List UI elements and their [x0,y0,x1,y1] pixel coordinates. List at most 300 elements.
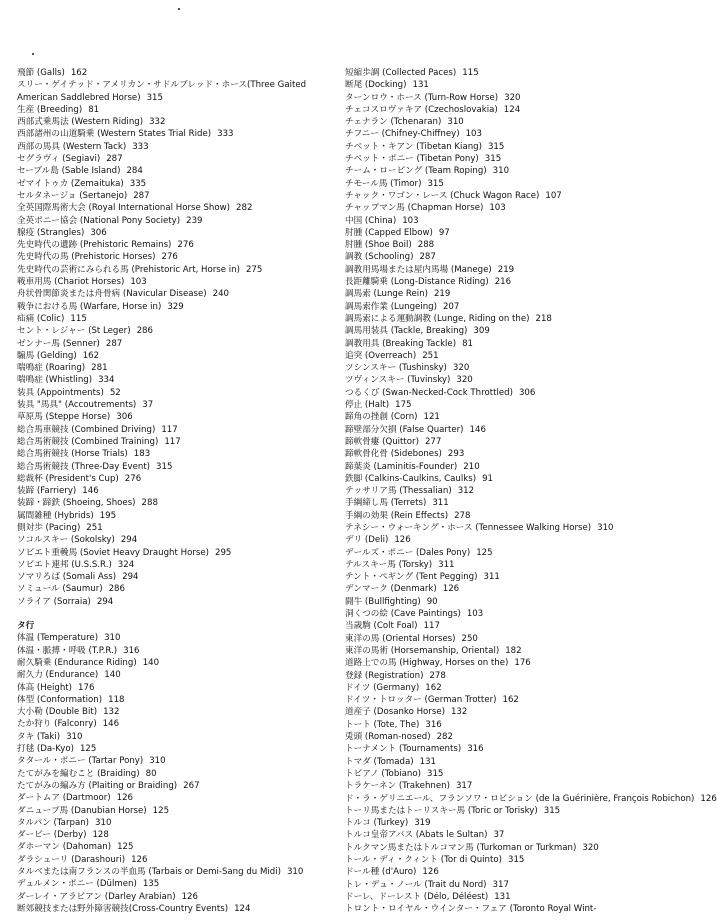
page-number: 124 [503,104,521,115]
page-number: 310 [149,756,166,767]
index-term: ドイツ (Germany) [345,682,420,693]
index-entry [345,92,695,104]
page-number: 309 [473,326,490,337]
index-term: 側対歩 (Pacing) [17,522,81,533]
index-entry [17,473,347,485]
index-entry [345,387,695,399]
page-number: 175 [395,400,412,411]
index-entry [17,657,347,669]
index-term: 短縮歩調 (Collected Paces) [345,68,457,78]
page-number: 103 [465,129,482,140]
index-term: 長距離騎乗 (Long-Distance Riding) [345,277,489,288]
index-entry [17,190,347,202]
page-number: 281 [91,363,108,374]
index-term: 調教用具 (Breaking Tackle) [345,338,457,349]
index-term: ソマリろば (Somali Ass) [17,572,117,583]
index-entry [345,756,695,768]
index-term: 飛節 (Galls) [17,68,65,78]
index-term: 先史時代の遺跡 (Prehistoric Remains) [17,240,172,251]
index-term: 草原馬 (Steppe Horse) [17,412,111,423]
page-number: 125 [152,805,170,816]
index-entry [345,670,695,682]
index-term: ダービー (Derby) [17,830,87,841]
index-term: ソビエト連邦 (U.S.S.R.) [17,559,112,570]
page-number: 287 [105,338,123,349]
page-number: 210 [463,461,480,472]
page-number: 140 [142,657,160,668]
page-number: 277 [424,436,442,447]
index-term: 調馬索 (Lunge Rein) [345,289,428,300]
page-number: 162 [502,695,519,706]
page-number: 332 [149,117,166,128]
index-entry [17,387,347,399]
index-term: つるくび (Swan-Necked-Cock Throttled) [345,387,513,398]
index-term: トロント・ロイヤル・ウインター・フェア (Toronto Royal Wint- [345,904,597,915]
page-number: 310 [104,633,121,644]
page-number: 125 [476,547,493,558]
index-term: 体温・脈搏・呼吸 (T.P.R.) [17,645,118,656]
index-entry [345,374,695,386]
index-entry [345,313,695,325]
index-entry [17,583,347,595]
page-number: 195 [99,510,117,521]
index-term: 追突 (Overreach) [345,350,417,361]
page-number: 131 [494,891,511,902]
page-number: 126 [700,793,717,804]
index-entry [345,547,695,559]
index-entry [345,731,695,743]
index-term: 舟状骨関節炎または舟骨病 (Navicular Disease) [17,289,207,300]
index-term: たか狩り (Falconry) [17,719,97,730]
index-term: タルパン (Tarpan) [17,817,90,828]
index-entry [345,473,695,485]
page-number: 240 [212,289,230,300]
index-term: 蹄軟骨化骨 (Sidebones) [345,449,442,460]
index-term: ツシンスキー (Tushinsky) [345,363,447,374]
page-number: 146 [469,424,486,435]
index-entry [345,879,695,891]
index-entry [17,362,347,374]
index-entry [345,239,695,251]
page-number: 103 [402,215,419,226]
index-entry [17,399,347,411]
index-term: チェコスロヴァキア (Czechoslovakia) [345,104,498,115]
page-number: 125 [79,744,97,755]
index-term: 調教 (Schooling) [345,252,414,263]
index-term: テネシー・ウォーキング・ホース (Tennessee Walking Horse) [345,522,592,533]
index-term: ソライア (Sorraia) [17,596,91,607]
index-term: たてがみの編み方 (Plaiting or Braiding) [17,780,178,791]
index-entry [345,251,695,263]
index-entry [345,743,695,755]
index-entry [345,596,695,608]
index-term: 疝痛 (Colic) [17,313,65,324]
page-number: 315 [426,768,444,779]
index-entry [17,731,347,743]
index-entry [17,141,347,153]
page-number: 219 [433,289,451,300]
index-term: 生産 (Breeding) [17,104,83,115]
index-entry [345,448,695,460]
index-term: ドール種 (d'Auro) [345,867,417,878]
index-term: トーリ馬またはトーリスキー馬 (Toric or Torisky) [345,805,538,816]
index-entry [345,497,695,509]
index-term: 装蹄・蹄鉄 (Shoeing, Shoes) [17,498,136,509]
index-entry [345,399,695,411]
index-term: 耐久力 (Endurance) [17,670,99,681]
page-number: 117 [423,621,440,632]
page-number: 311 [438,559,455,570]
index-entry [345,227,695,239]
index-entry [345,891,695,903]
page-number: 317 [455,781,473,792]
page-number: 239 [186,215,203,226]
page-number: 267 [183,780,200,791]
index-term: 断郊競技または野外障害競技(Cross-Country Events) [17,903,229,914]
page-number: 306 [518,387,536,398]
page-number: 124 [234,903,251,914]
page-number: 218 [535,313,552,324]
page-number: 310 [286,867,304,877]
page-number: 91 [482,473,494,484]
index-term: 全英ポニー協会 (National Pony Society) [17,215,181,226]
index-term: テッサリア馬 (Thessalian) [345,486,452,497]
page-number: 276 [124,473,142,484]
index-entry [345,424,695,436]
index-term: 調馬用装具 (Tackle, Breaking) [345,326,468,337]
index-term: トビアノ (Tobiano) [345,768,421,779]
index-entry [17,559,347,571]
index-term: 先史時代の芸術にみられる馬 (Prehistoric Art, Horse in) [17,264,240,275]
index-entry [345,350,695,362]
index-term: チャック・ワゴン・レース (Chuck Wagon Race) [345,190,540,201]
page-number: 126 [181,891,198,902]
index-term: 東洋の馬 (Oriental Horses) [345,633,456,644]
page-number: 251 [422,350,439,361]
index-entry [17,239,347,251]
index-entry [17,411,347,423]
page-number: 335 [129,178,147,189]
page-number: 90 [426,596,438,607]
page-number: 310 [492,166,510,177]
index-term: タタール・ポニー (Tartar Pony) [17,756,144,767]
index-term: 属間雑種 (Hybrids) [17,510,94,521]
page-number: 207 [442,301,460,312]
index-entry [17,313,347,325]
index-term: 耐久騎乗 (Endurance Riding) [17,657,137,668]
page-number: 126 [422,867,439,878]
index-term: 騸馬 (Gelding) [17,350,77,361]
page-speck [32,53,34,55]
index-entry [17,805,347,817]
page-number: 118 [108,694,125,705]
index-entry [345,202,695,214]
index-entry [345,657,695,669]
page-number: 183 [133,449,151,460]
page-number: 286 [136,326,153,337]
index-term: テルスキー馬 (Torsky) [345,559,433,570]
index-entry [345,276,695,288]
index-term: 調教用馬場または屋内馬場 (Manege) [345,264,492,275]
index-entry [345,79,695,91]
index-entry [345,190,695,202]
page-number: 324 [117,559,135,570]
index-term: ドーレ、ドーレスト (Délo, Déléest) [345,891,489,902]
index-term: ド・ラ・ゲリニエール、フランソワ・ロビション (de la Guérinière, François Robichon) [345,793,695,804]
index-entry [17,718,347,730]
index-term: 総合馬術競技 (Horse Trials) [17,449,128,460]
page-number: 117 [164,436,181,447]
index-entry [17,202,347,214]
index-term: ドイツ・トロッター (German Trotter) [345,695,497,706]
page-number: 295 [214,547,232,558]
index-term: 兎頭 (Roman-nosed) [345,732,431,743]
index-term: チベット・ポニー (Tibetan Pony) [345,154,479,165]
page-number: 162 [70,68,88,78]
page-number: 316 [425,719,442,730]
page-number: 146 [82,486,99,497]
index-entry [345,719,695,731]
index-term: ダホーマン (Dahoman) [17,842,112,853]
index-entry [345,694,695,706]
page-number: 310 [66,731,83,742]
page-number: 333 [217,129,234,140]
page-number: 315 [487,141,505,152]
page-number: 146 [102,719,120,730]
page-number: 128 [92,830,109,841]
index-term: ダラシューリ (Darashouri) [17,854,126,865]
page-number: 80 [145,768,157,779]
index-term: セント・レジャー (St Leger) [17,326,131,337]
index-term: 打毬 (Da-Kyo) [17,744,74,755]
index-term: 蹄角の挫創 (Corn) [345,412,418,423]
page-number: 294 [122,572,139,583]
index-term: 体高 (Height) [17,682,73,693]
page-number: 97 [438,227,450,238]
page-number: 125 [117,842,134,853]
page-number: 320 [504,92,521,103]
index-term: 蹄軟骨瘻 (Quittor) [345,436,419,447]
index-entry [345,165,695,177]
index-term: デンマーク (Denmark) [345,584,437,595]
index-term: ゼンナー馬 (Senner) [17,338,100,349]
page-number: 294 [120,535,138,546]
index-entry [17,706,347,718]
index-term: 戦争における馬 (Warfare, Horse in) [17,301,162,312]
index-entry [17,374,347,386]
index-term: セーブル島 (Sable Island) [17,166,121,177]
index-term: ソビエト重輓馬 (Soviet Heavy Draught Horse) [17,547,209,558]
index-entry [17,497,347,509]
index-term: チェナラン (Tchenaran) [345,117,442,128]
index-term: セルタネージョ (Sertanejo) [17,190,128,201]
index-entry [345,67,695,79]
index-term: 体温 (Temperature) [17,633,99,644]
index-entry [345,178,695,190]
index-entry [345,522,695,534]
page-number: 132 [103,707,120,718]
page-number: 315 [427,178,444,189]
index-term: 装具 (Appointments) [17,387,104,398]
index-entry [17,227,347,239]
index-entry [17,841,347,853]
page-number: 132 [450,707,468,718]
page-number: 121 [423,412,440,423]
index-term: 調馬索による運動調教 (Lunge, Riding on the) [345,313,530,324]
index-entry [345,854,695,866]
page-number: 315 [156,461,173,472]
page-number: 320 [456,375,473,386]
index-term: トーナメント (Tournaments) [345,744,462,755]
index-entry [17,743,347,755]
index-term: トルクマン馬またはトルコマン馬 (Turkoman or Turkman) [345,842,577,853]
page-number: 126 [442,584,460,595]
index-entry [345,485,695,497]
index-term: トルコ (Turkey) [345,818,409,829]
index-entry [345,338,695,350]
page-number: 315 [543,805,561,816]
page-number: 287 [106,154,123,165]
index-term: ゼマイトゥカ (Zemaituka) [17,178,124,189]
index-term: トレ・デュ・ノール (Trait du Nord) [345,879,487,890]
index-entry [17,67,347,79]
index-entry [17,79,347,104]
index-entry [17,128,347,140]
page-number: 131 [419,756,437,767]
index-term: 総合馬車競技 (Combined Driving) [17,424,156,435]
page-number: 294 [96,596,114,607]
page-number: 329 [167,301,184,312]
index-entry [17,571,347,583]
index-entry [17,251,347,263]
page-number: 126 [394,535,411,546]
index-entry [17,104,347,116]
index-entry [17,522,347,534]
page-number: 288 [417,240,435,251]
index-term: 蹄葉炎 (Laminitis-Founder) [345,461,458,472]
page-number: 320 [452,363,470,374]
index-entry [345,362,695,374]
page-number: 282 [236,203,253,214]
index-term: 腺疫 (Strangles) [17,227,85,238]
index-entry [345,780,695,792]
page-number: 278 [454,510,471,521]
index-entry [17,768,347,780]
page-number: 140 [104,670,121,681]
index-term: 闘牛 (Bullfighting) [345,596,421,607]
page-number: 276 [161,252,178,263]
page-number: 115 [462,68,479,78]
page-number: 319 [414,818,431,829]
page-number: 311 [432,498,449,509]
page-number: 310 [447,117,464,128]
index-entry [17,755,347,767]
index-term: たてがみを編むこと (Braiding) [17,768,140,779]
index-term: 調馬索作業 (Lungeing) [345,301,437,312]
index-term: タルベまたは南フランスの半血馬 (Tarbais or Demi-Sang du Midi) [17,867,281,877]
page-number: 306 [90,227,107,238]
index-term: ソコルスキー (Sokolsky) [17,535,115,546]
index-term: 停止 (Halt) [345,400,390,411]
index-term: 全英国際馬術大会 (Royal International Horse Show) [17,203,231,214]
index-entry [345,534,695,546]
index-entry [345,805,695,817]
page-number: 316 [467,744,484,755]
index-entry [17,854,347,866]
index-term: セグラヴィ (Segiavi) [17,154,101,165]
index-term: チベット・キアン (Tibetan Kiang) [345,141,482,152]
index-term: 当歳駒 (Colt Foal) [345,621,418,632]
page-number: 162 [425,682,442,693]
index-entry [345,571,695,583]
page-number: 282 [436,732,453,743]
index-term: デュルメン・ポニー (Dülmen) [17,879,137,890]
index-term: 道路上での馬 (Highway, Horses on the) [345,658,509,669]
index-entry [17,632,347,644]
index-entry [17,682,347,694]
index-entry [345,436,695,448]
index-term: トマダ (Tomada) [345,756,414,767]
page-number: 315 [507,855,525,865]
index-entry [17,338,347,350]
index-term: 装具 "馬具" (Accoutrements) [17,400,137,411]
page-number: 131 [412,80,429,91]
index-entry [345,153,695,165]
index-entry [17,829,347,841]
index-entry [345,559,695,571]
page-number: 315 [146,92,163,103]
index-entry [17,350,347,362]
page-number: 316 [123,645,140,656]
page-number: 251 [86,522,103,533]
index-term: ダーレイ・アラビアン (Darley Arabian) [17,891,176,902]
page-number: 176 [514,658,531,669]
index-entry [345,817,695,829]
index-term: 道産子 (Dosanko Horse) [345,707,445,718]
index-entry [345,301,695,313]
index-term: 大小勒 (Double Bit) [17,707,98,718]
index-entry [17,461,347,473]
page-number: 52 [109,387,121,398]
index-entry [345,288,695,300]
index-term: チモール馬 (Timor) [345,178,422,189]
index-entry [17,215,347,227]
index-term: 洞くつの絵 (Cave Paintings) [345,609,461,620]
index-term: 肘腫 (Shoe Boil) [345,240,412,251]
page-number: 103 [466,609,484,620]
page-number: 37 [493,830,505,841]
index-entry [345,866,695,878]
index-term: 戦車用馬 (Chariot Horses) [17,277,125,288]
page-number: 306 [116,412,133,423]
index-term: 鉄脚 (Calkins-Caulkins, Caulks) [345,473,477,484]
page-number: 278 [429,670,446,681]
page-number: 284 [126,166,143,177]
index-term: トラケーネン (Trakehnen) [345,781,450,792]
index-entry [17,424,347,436]
index-entry [345,116,695,128]
index-term: 西部諸州の山道騎乗 (Western States Trial Ride) [17,129,212,140]
page-number: 286 [108,584,125,595]
index-term: 総合馬術競技 (Three-Day Event) [17,461,151,472]
index-entry [17,264,347,276]
page-number: 320 [582,842,599,853]
page-number: 81 [462,338,474,349]
index-entry [17,878,347,890]
index-entry [345,608,695,620]
index-column-right [345,67,717,915]
index-term: 断尾 (Docking) [345,80,407,91]
